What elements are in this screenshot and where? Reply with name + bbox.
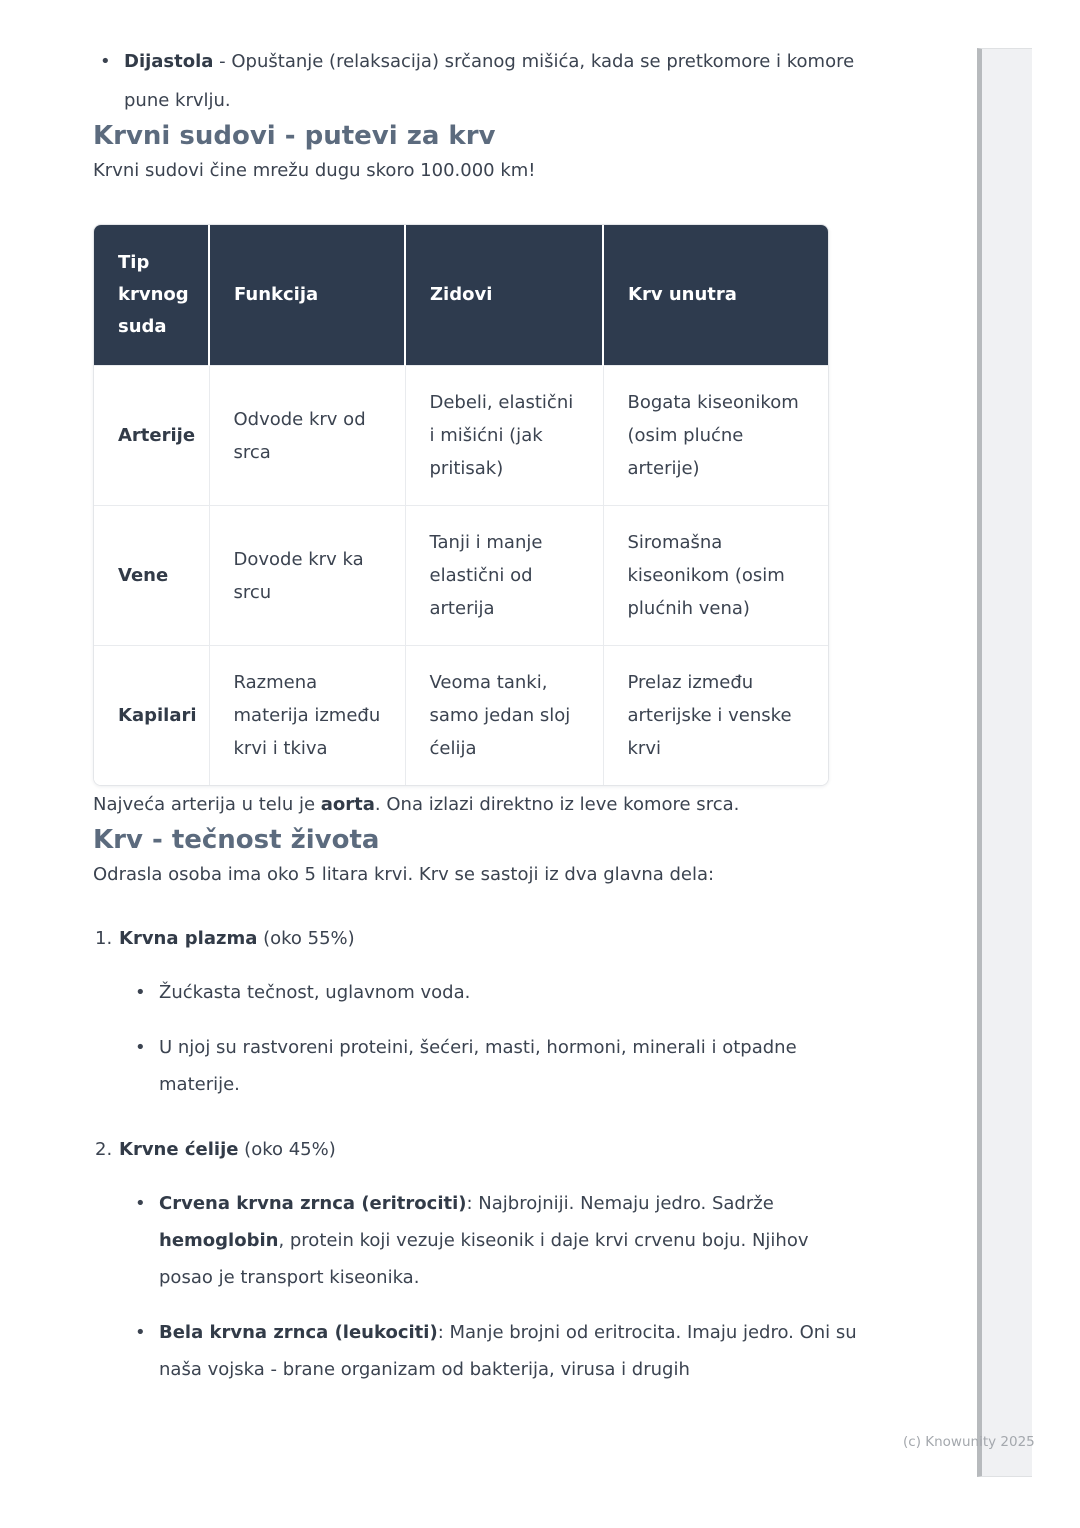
diastole-bullet: • Dijastola - Opuštanje (relaksacija) srčanog mišića, kada se pretkomore i komore pune krvlju. <box>93 42 865 120</box>
blood-cells-sub-list <box>93 1185 865 1388</box>
table-cell-function: Dovode krv ka srcu <box>209 506 405 646</box>
list-number: 2. <box>95 1139 113 1160</box>
blood-vessels-intro: Krvni sudovi čine mrežu dugu skoro 100.000 km! <box>93 160 536 181</box>
table-cell-function: Razmena materija između krvi i tkiva <box>209 646 405 786</box>
table-row <box>94 506 828 646</box>
sub-bullet: • Crvena krvna zrnca (eritrociti): Najbrojniji. Nemaju jedro. Sadrže hemoglobin, protein koji vezuje kiseonik i daje krvi crvenu boju. Njihov posao je transport kiseonika. <box>93 1185 865 1296</box>
table-cell-walls: Veoma tanki, samo jedan sloj ćelija <box>405 646 603 786</box>
section-heading-blood-vessels: Krvni sudovi - putevi za krv <box>93 121 496 151</box>
section-heading-blood: Krv - tečnost života <box>93 825 380 855</box>
table-cell-walls: Debeli, elastični i mišićni (jak pritisak) <box>405 366 603 506</box>
sub-bullet: • Bela krvna zrnca (leukociti): Manje brojni od eritrocita. Imaju jedro. Oni su naša vojska - brane organizam od bakterija, virusa i drugih <box>93 1314 865 1388</box>
table-cell-walls: Tanji i manje elastični od arterija <box>405 506 603 646</box>
table-header-walls: Zidovi <box>405 225 603 366</box>
vessel-table-container <box>93 224 829 786</box>
vessel-table <box>94 225 828 785</box>
table-cell-blood: Siromašna kiseonikom (osim plućnih vena) <box>603 506 828 646</box>
blood-intro: Odrasla osoba ima oko 5 litara krvi. Krv se sastoji iz dva glavna dela: <box>93 864 715 885</box>
blood-components-list <box>93 920 865 1388</box>
copyright-watermark: (c) Knowunity 2025 <box>903 1434 1035 1450</box>
document-page <box>93 42 865 1388</box>
sub-bullet: • Žućkasta tečnost, uglavnom voda. <box>93 974 865 1011</box>
table-cell-type: Vene <box>94 506 209 646</box>
list-item-blood-cells <box>93 1131 865 1388</box>
list-item-plasma <box>93 920 865 1103</box>
sub-bullet: • U njoj su rastvoreni proteini, šećeri, masti, hormoni, minerali i otpadne materije. <box>93 1029 865 1103</box>
table-cell-function: Odvode krv od srca <box>209 366 405 506</box>
table-cell-type: Arterije <box>94 366 209 506</box>
table-cell-type: Kapilari <box>94 646 209 786</box>
table-header-type: Tip krvnog suda <box>94 225 209 366</box>
list-item-label: Krvne ćelije (oko 45%) <box>119 1139 336 1160</box>
table-cell-blood: Bogata kiseonikom (osim plućne arterije) <box>603 366 828 506</box>
adjacent-page-edge <box>977 48 1032 1477</box>
table-header-function: Funkcija <box>209 225 405 366</box>
table-cell-blood: Prelaz između arterijske i venske krvi <box>603 646 828 786</box>
table-header-blood: Krv unutra <box>603 225 828 366</box>
list-number: 1. <box>95 928 113 949</box>
aorta-paragraph: Najveća arterija u telu je aorta. Ona izlazi direktno iz leve komore srca. <box>93 794 740 815</box>
list-item-label: Krvna plazma (oko 55%) <box>119 928 355 949</box>
table-row <box>94 366 828 506</box>
table-header-row <box>94 225 828 366</box>
plasma-sub-list <box>93 974 865 1103</box>
table-row <box>94 646 828 786</box>
diastole-bullet-list <box>93 42 865 120</box>
